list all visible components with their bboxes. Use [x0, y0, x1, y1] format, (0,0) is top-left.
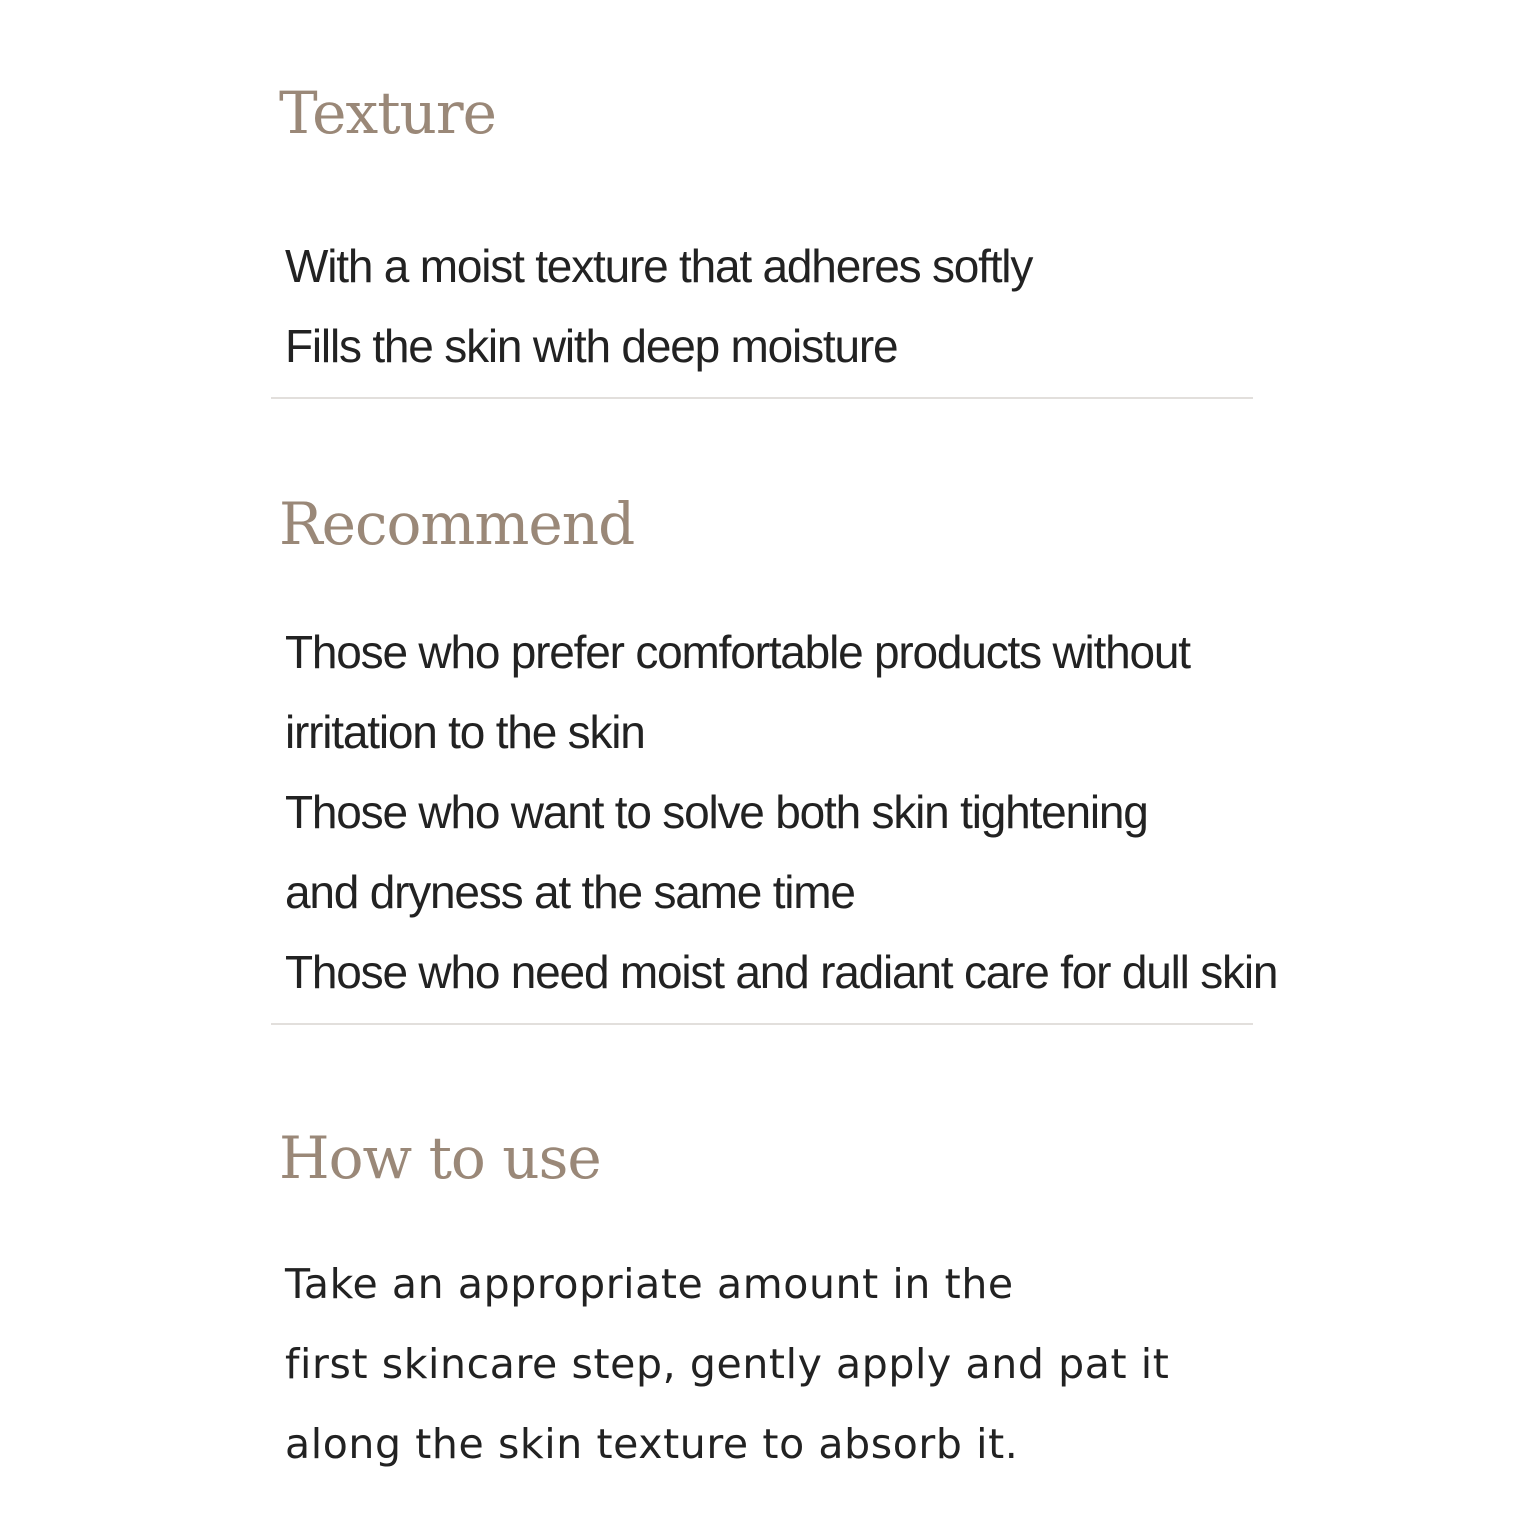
section-divider	[271, 397, 1253, 399]
how-to-use-line-1: Take an appropriate amount in the	[285, 1260, 1014, 1308]
recommend-line-1: Those who prefer comfortable products without	[285, 626, 1190, 678]
recommend-line-5: Those who need moist and radiant care for dull skin	[285, 946, 1278, 998]
section-divider	[271, 1023, 1253, 1025]
recommend-heading: Recommend	[279, 490, 635, 558]
recommend-list	[285, 612, 1277, 1012]
how-to-use-line-2: first skincare step, gently apply and pat it	[285, 1340, 1170, 1388]
texture-line-1: With a moist texture that adheres softly	[285, 240, 1033, 292]
texture-line-2: Fills the skin with deep moisture	[285, 320, 898, 372]
texture-heading: Texture	[279, 79, 496, 147]
how-to-use-line-3: along the skin texture to absorb it.	[285, 1420, 1019, 1468]
how-to-use-instructions	[285, 1244, 1169, 1484]
recommend-line-4: and dryness at the same time	[285, 866, 855, 918]
how-to-use-heading: How to use	[279, 1124, 601, 1192]
recommend-line-3: Those who want to solve both skin tightening	[285, 786, 1148, 838]
recommend-line-2: irritation to the skin	[285, 706, 645, 758]
texture-description	[285, 226, 1032, 386]
